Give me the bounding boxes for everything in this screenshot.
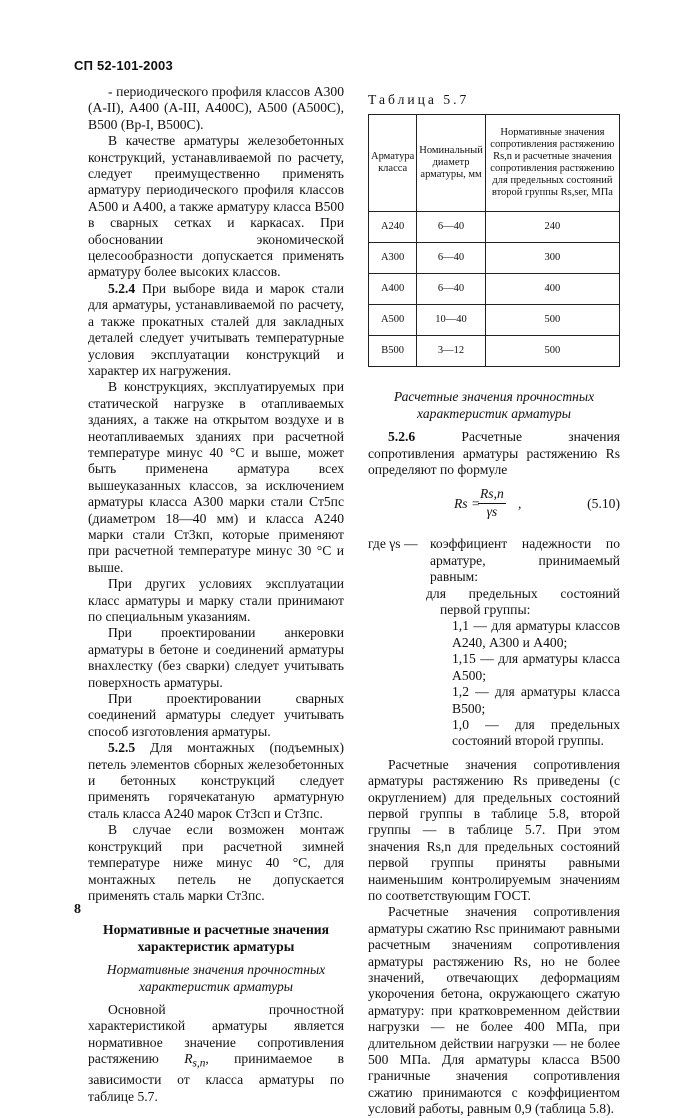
paragraph: При других условиях эксплуатации класс арматуры и марку стали принимают по специальным указаниям. xyxy=(88,576,344,624)
left-column xyxy=(88,84,344,1105)
running-header: СП 52-101-2003 xyxy=(74,58,173,73)
paragraph: Расчетные значения сопротивления арматуры растяжению Rs определяют по формуле xyxy=(368,429,620,478)
clause-number: 5.2.4 xyxy=(108,280,136,296)
paragraph: Для монтажных (подъемных) петель элементов сборных железобетонных и бетонных конструкций следует применять горячекатаную арматурную сталь класса А240 марок Ст3сп и Ст3пс. xyxy=(88,740,344,821)
page-number: 8 xyxy=(74,902,81,917)
paragraph: Расчетные значения сопротивления арматуры растяжению Rs приведены (с округлением) для предельных состояний первой группы в таблице 5.8, второй группы — в таблице 5.7. При этом значения Rs,n для предельных состояний первой группы приняты равными наименьшим контролируемым значениям по соответствующим ГОСТ. xyxy=(368,756,620,903)
clause-number: 5.2.5 xyxy=(108,740,136,756)
subsection-heading: Нормативные значения прочностных характеристик арматуры xyxy=(106,962,326,994)
paragraph: В случае если возможен монтаж конструкций при расчетной зимней температуре ниже минус 40 °С, для монтажных петель не допускается применять сталь марки Ст3пс. xyxy=(88,822,344,903)
list-item: 1,0 — для предельных состояний второй группы. xyxy=(452,716,620,749)
table-row: В500 3—12 500 xyxy=(369,336,620,367)
list-item: 1,1 — для арматуры классов А240, А300 и А400; xyxy=(452,618,620,650)
paragraph: - периодического профиля классов А300 (А-II), А400 (А-III, А400С), А500 (А500С), В500 (Вр-I, В500С). xyxy=(88,84,344,132)
table-caption: Таблица 5.7 xyxy=(368,92,470,107)
formula-number: (5.10) xyxy=(587,496,620,512)
paragraph: В конструкциях, эксплуатируемых при статической нагрузке в отапливаемых зданиях, а также на открытом воздухе и в неотапливаемых зданиях при расчетной температуре минус 40 °С и выше, может быть применена арматура всех вышеуказанных классов, за исключением арматуры класса А300 марки стали Ст5пс (диаметром 18—40 мм) и класса А240 марки стали Ст3кп, которые применяют при расчетной температуре минус 30 °С и выше. xyxy=(88,379,344,575)
paragraph: При проектировании сварных соединений арматуры следует учитывать способ изготовления арматуры. xyxy=(88,691,344,739)
table-row: А500 10—40 500 xyxy=(369,305,620,336)
paragraph: Основной прочностной характеристикой арматуры является нормативное значение сопротивления растяжению $R_{s,n}$, принимаемое в зависимости от класса арматуры по таблице 5.7. xyxy=(88,1001,344,1104)
section-heading: Нормативные и расчетные значения характеристик арматуры xyxy=(103,922,329,954)
formula-5-10: Rs = $\frac{Rs,n}{\gamma s}$ , (5.10) xyxy=(454,486,620,519)
paragraph: При проектировании анкеровки арматуры в бетоне и соединений арматуры внахлестку (без сварки) следует учитывать поверхность арматуры. xyxy=(88,625,344,690)
table-header-cell: Номинальный диаметр арматуры, мм xyxy=(417,115,486,212)
paragraph: В качестве арматуры железобетонных конструкций, устанавливаемой по расчету, следует преимущественно применять арматуру периодического профиля классов А500 и А400, а также арматуру класса В500 в сварных сетках и каркасах. При обосновании экономической целесообразности допускается применять арматуру более высоких классов. xyxy=(88,133,344,280)
table-5-7 xyxy=(368,114,620,367)
paragraph: При выборе вида и марок стали для арматуры, устанавливаемой по расчету, а также прокатных сталей для закладных деталей следует учитывать температурные условия эксплуатации конструкций и характер их нагружения. xyxy=(88,280,344,378)
table-header-cell: Арматура класса xyxy=(369,115,417,212)
table-header-cell: Нормативные значения сопротивления растяжению Rs,n и расчетные значения сопротивления растяжению для предельных состояний второй группы Rs,ser, МПа xyxy=(485,115,619,212)
list-item: 1,15 — для арматуры класса А500; xyxy=(452,651,620,683)
table-row: А300 6—40 300 xyxy=(369,243,620,274)
table-row: А240 6—40 240 xyxy=(369,212,620,243)
definition: где γs — коэффициент надежности по арматуре, принимаемый равным: xyxy=(368,536,620,585)
clause-number: 5.2.6 xyxy=(388,429,416,445)
right-column xyxy=(368,92,620,1118)
table-row: А400 6—40 400 xyxy=(369,274,620,305)
paragraph: Расчетные значения сопротивления арматуры сжатию Rsc принимают равными расчетным значениям сопротивления арматуры растяжению Rs, но не более значений, отвечающих деформациям укорочения бетона, окружающего сжатую арматуру: при кратковременном действии нагрузки — не более 400 МПа, при длительном действии нагрузки — не более 500 МПа. Для арматуры класса В500 граничные значения сопротивления сжатию принимаются с коэффициентом условий работы, равным 0,9 (таблица 5.8). xyxy=(368,904,620,1117)
list-item: 1,2 — для арматуры класса В500; xyxy=(452,684,620,716)
list-item: для предельных состояний первой группы: xyxy=(426,585,620,618)
subsection-heading: Расчетные значения прочностных характеристик арматуры xyxy=(393,389,595,421)
